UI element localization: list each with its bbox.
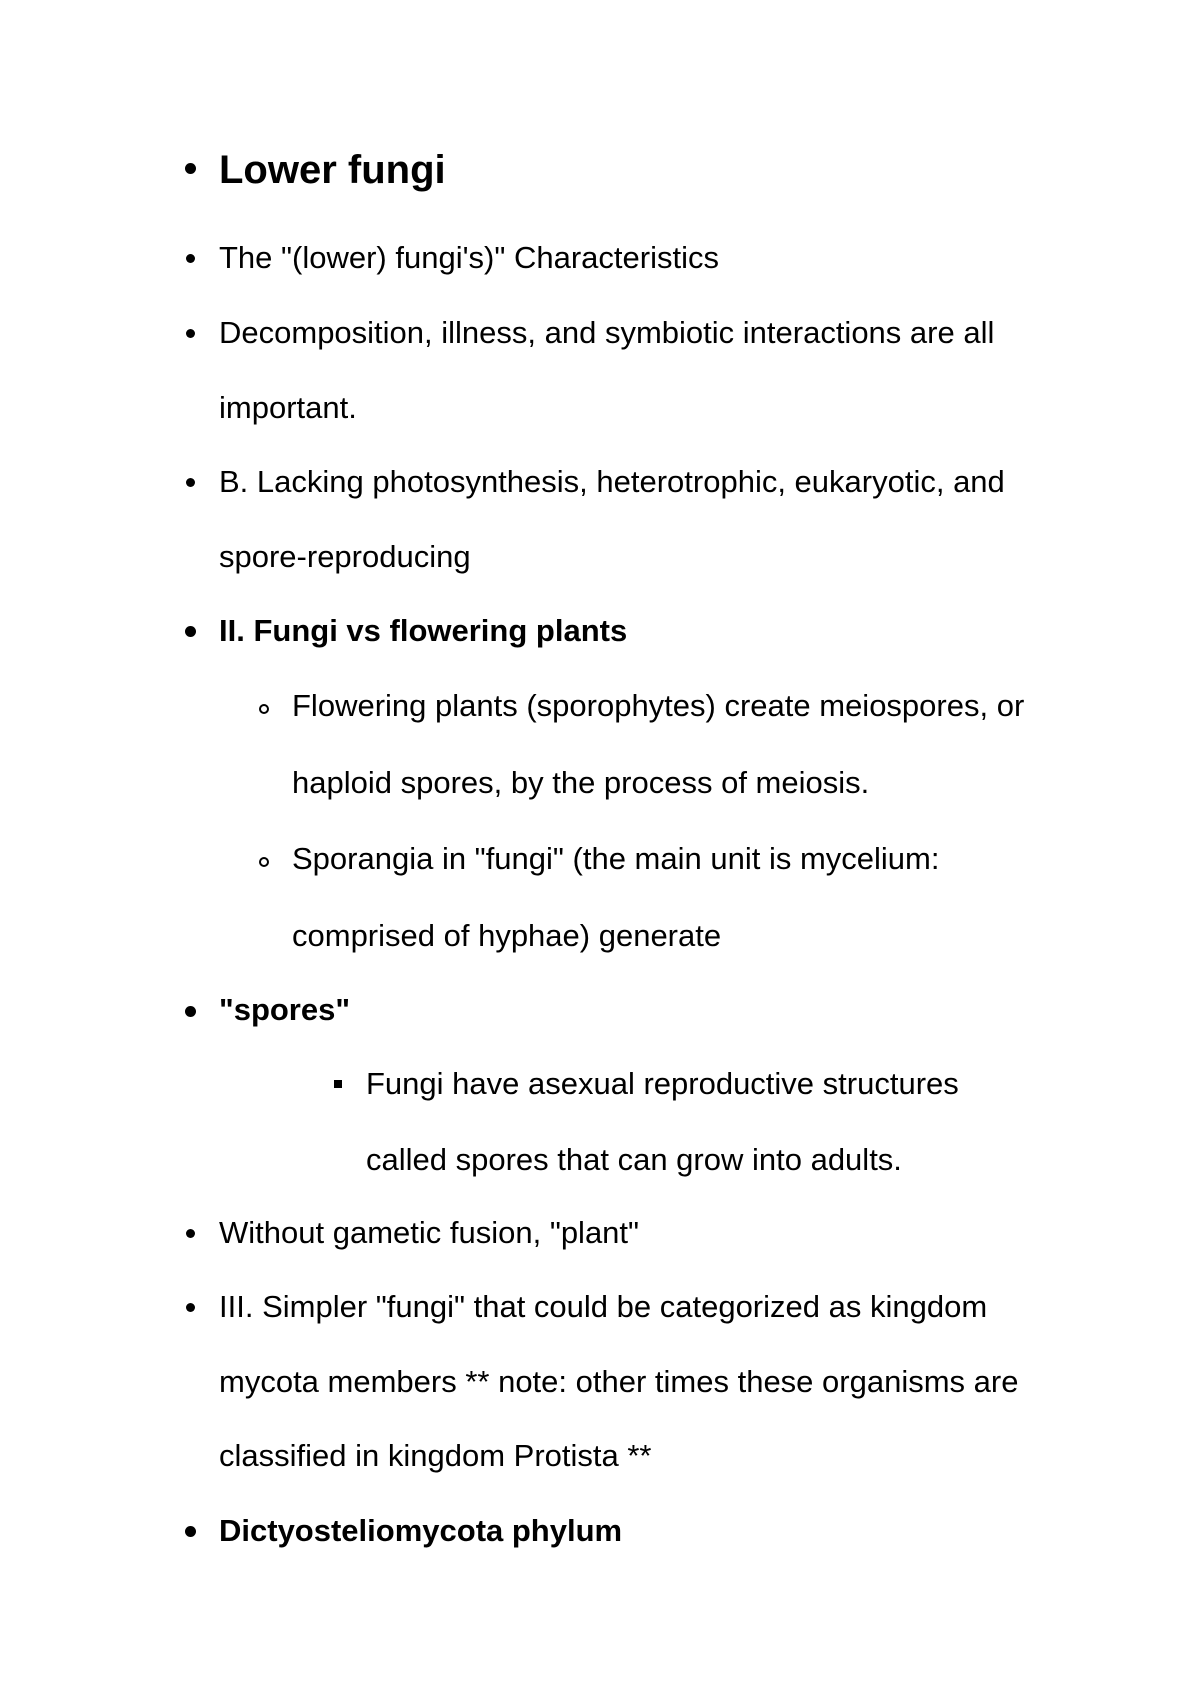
section-heading: "spores" bbox=[219, 992, 351, 1027]
bullet-icon bbox=[186, 478, 195, 487]
circle-bullet-icon bbox=[259, 857, 269, 867]
section-heading: Dictyosteliomycota phylum bbox=[219, 1513, 623, 1548]
bullet-icon bbox=[185, 163, 196, 174]
list-item: Without gametic fusion, "plant" bbox=[219, 1215, 640, 1250]
list-item-line: spore-reproducing bbox=[219, 539, 471, 574]
circle-bullet-icon bbox=[259, 704, 269, 714]
bullet-icon bbox=[186, 329, 195, 338]
bullet-icon bbox=[186, 254, 195, 263]
sub-list-item-line: comprised of hyphae) generate bbox=[292, 918, 722, 953]
bullet-icon bbox=[185, 1526, 196, 1537]
list-item-line: mycota members ** note: other times these organisms are bbox=[219, 1364, 1019, 1399]
list-item-line: classified in kingdom Protista ** bbox=[219, 1438, 652, 1473]
sub-sub-list-item-line: called spores that can grow into adults. bbox=[366, 1142, 902, 1177]
list-item-line: Decomposition, illness, and symbiotic interactions are all bbox=[219, 315, 995, 350]
bullet-icon bbox=[186, 1229, 195, 1238]
list-item-line: III. Simpler "fungi" that could be categorized as kingdom bbox=[219, 1289, 988, 1324]
section-heading: Lower fungi bbox=[219, 148, 446, 192]
square-bullet-icon bbox=[334, 1080, 342, 1088]
sub-list-item-line: Sporangia in "fungi" (the main unit is mycelium: bbox=[292, 841, 940, 876]
sub-list-item-line: Flowering plants (sporophytes) create meiospores, or bbox=[292, 688, 1025, 723]
list-item-line: B. Lacking photosynthesis, heterotrophic, eukaryotic, and bbox=[219, 464, 1005, 499]
list-item: The "(lower) fungi's)" Characteristics bbox=[219, 240, 719, 275]
bullet-icon bbox=[185, 626, 196, 637]
section-heading: II. Fungi vs flowering plants bbox=[219, 613, 628, 648]
list-item-line: important. bbox=[219, 390, 357, 425]
sub-list-item-line: haploid spores, by the process of meiosis. bbox=[292, 765, 870, 800]
bullet-icon bbox=[185, 1006, 196, 1017]
bullet-icon bbox=[186, 1303, 195, 1312]
sub-sub-list-item-line: Fungi have asexual reproductive structures bbox=[366, 1066, 959, 1101]
